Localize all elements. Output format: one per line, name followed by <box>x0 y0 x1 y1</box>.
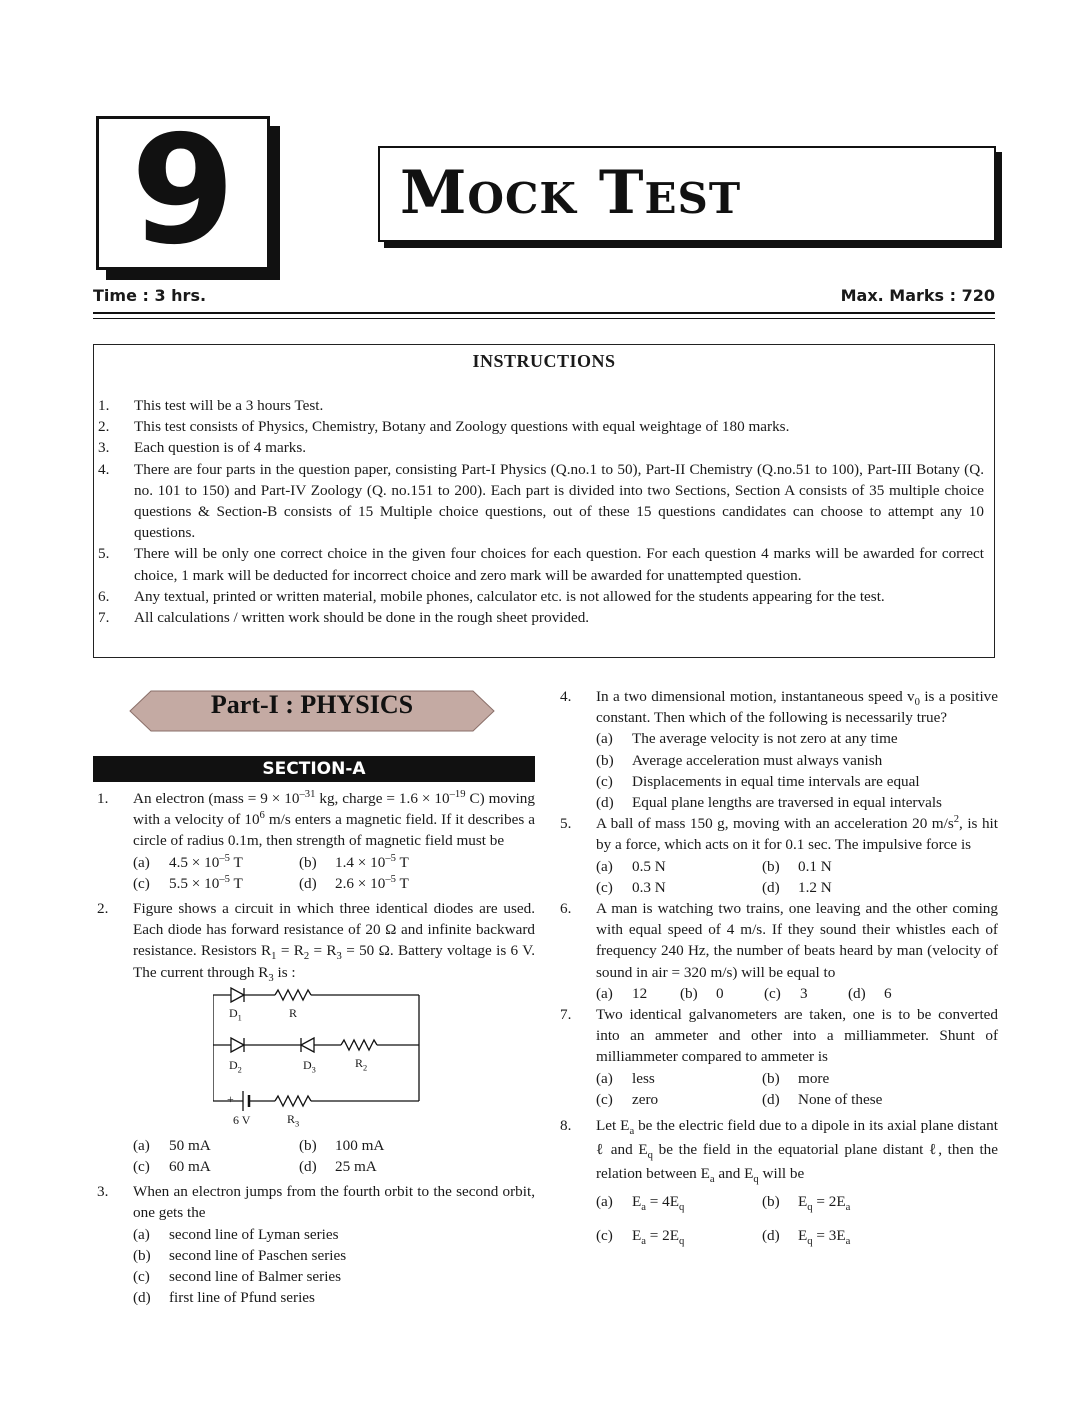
options <box>596 1190 998 1248</box>
option-letter: (b) <box>762 1069 780 1087</box>
text-part: be the electric field due to a dipole in its axial plane distant ℓ and E <box>596 1117 998 1159</box>
option-letter: (a) <box>133 1136 150 1154</box>
text-part: will be <box>758 1165 805 1183</box>
option-value: 0.1 N <box>798 857 832 875</box>
option-value: The average velocity is not zero at any time <box>632 730 898 748</box>
option-value: 3 <box>800 984 808 1002</box>
text-part: Figure shows a circuit in which three identical diodes are used. Each diode has forward resistance of 20 Ω and infinite backward resistance. Resistors R <box>133 900 535 960</box>
instruction-number: 7. <box>98 609 110 627</box>
text-sup: –19 <box>449 788 466 800</box>
option-value: 60 mA <box>169 1158 211 1176</box>
option-c[interactable] <box>596 771 998 792</box>
option-rhs: = 4E <box>646 1193 680 1211</box>
option-unit: T <box>395 853 409 871</box>
question-number: 1. <box>97 790 109 807</box>
option-value: 50 mA <box>169 1136 211 1154</box>
option-value: 4.5 × 10 <box>169 853 220 871</box>
option-value: 1.4 × 10 <box>335 853 386 871</box>
question-3 <box>93 1181 535 1308</box>
option-lhs: E <box>798 1227 808 1245</box>
option-value: 12 <box>632 984 648 1002</box>
option-letter: (b) <box>762 1193 780 1211</box>
option-letter: (c) <box>596 772 613 790</box>
option-value: Equal plane lengths are traversed in equal intervals <box>632 794 942 812</box>
option-value: None of these <box>798 1090 883 1108</box>
option-letter: (d) <box>299 874 317 892</box>
part-title: Part-I : PHYSICS <box>210 690 414 719</box>
option-a[interactable] <box>596 1190 762 1214</box>
text-part: and E <box>714 1165 754 1183</box>
option-a[interactable] <box>596 1068 762 1089</box>
option-d[interactable] <box>299 873 535 894</box>
question-text <box>596 686 998 728</box>
question-2 <box>93 898 535 1177</box>
option-a[interactable] <box>133 1135 299 1156</box>
question-text <box>133 788 535 852</box>
option-value: first line of Pfund series <box>169 1289 315 1307</box>
option-value: zero <box>632 1090 659 1108</box>
option-d[interactable] <box>762 1089 998 1110</box>
option-a[interactable] <box>133 852 299 873</box>
option-b[interactable] <box>299 1135 535 1156</box>
section-title: SECTION-A <box>93 756 535 782</box>
text-part: C) moving with a velocity of 10 <box>133 790 535 829</box>
question-text <box>596 813 998 855</box>
instruction-item <box>98 459 984 544</box>
option-value: second line of Balmer series <box>169 1268 342 1286</box>
question-number: 2. <box>97 900 109 918</box>
option-exp: –5 <box>385 852 396 864</box>
option-value: 0.5 N <box>632 857 666 875</box>
option-sub: a <box>845 1202 851 1214</box>
option-letter: (a) <box>133 1225 150 1243</box>
option-b[interactable] <box>299 852 535 873</box>
instruction-text: There are four parts in the question paper, consisting Part-I Physics (Q.no.1 to 50), Part-II Chemistry (Q.no.51 to 100), Part-III Botany (Q. no. 101 to 150) and Part-IV Zoology (Q. no.151 to 200). Each part is divided into two Sections, Section A consists of 35 multiple choice questions & Section-B consists of 15 Multiple choice questions, out of these 15 questions candidates can choose to attempt any 10 questions. <box>134 460 984 542</box>
option-c[interactable] <box>133 873 299 894</box>
label-battery: 6 V <box>233 1112 251 1127</box>
option-letter: (c) <box>596 878 613 896</box>
instruction-item <box>98 437 984 458</box>
option-value: 2.6 × 10 <box>335 874 386 892</box>
option-sub: a <box>641 1236 646 1248</box>
question-text <box>596 1114 998 1186</box>
text-sub: 3 <box>336 951 342 963</box>
text-part: = 50 Ω. Battery voltage is 6 V. The current through R <box>133 942 536 981</box>
option-sub: q <box>807 1236 813 1248</box>
option-c[interactable] <box>596 1089 762 1110</box>
option-c[interactable] <box>596 877 762 898</box>
option-value: 0 <box>716 984 724 1002</box>
option-value: second line of Lyman series <box>169 1225 339 1243</box>
option-c[interactable] <box>133 1156 299 1177</box>
text-part: kg, charge = 1.6 × 10 <box>315 790 450 807</box>
text-part: Let E <box>596 1117 630 1135</box>
option-letter: (d) <box>762 1090 780 1108</box>
instructions-box <box>93 344 995 658</box>
option-a[interactable] <box>596 856 762 877</box>
text-sup: 2 <box>953 814 960 826</box>
question-text: A man is watching two trains, one leaving and the other coming with equal speed of 4 m/s. If they sound their whistles each of frequency 240 Hz, the number of beats heard by man (velocity of sound in air = 320 m/s) will be equal to <box>596 900 998 981</box>
option-letter: (d) <box>596 794 614 812</box>
option-letter: (b) <box>299 853 317 871</box>
option-value: 1.2 N <box>798 878 832 896</box>
test-number: 9 <box>130 104 236 278</box>
option-lhs: E <box>632 1193 642 1211</box>
instructions-list <box>98 395 984 628</box>
instruction-text: Any textual, printed or written material, mobile phones, calculator etc. is not allowed for the students appearing for the test. <box>134 587 885 605</box>
instruction-item <box>98 543 984 585</box>
text-sub: 2 <box>303 951 310 963</box>
text-part: = R <box>309 942 337 960</box>
header-divider <box>93 312 995 314</box>
part-banner <box>129 690 495 732</box>
question-text: Two identical galvanometers are taken, one is to be converted into an ammeter and other into a milliammeter. Shunt of milliammeter compared to ammeter is <box>596 1006 998 1066</box>
option-a[interactable] <box>596 728 998 749</box>
option-d[interactable] <box>133 1287 535 1308</box>
text-sup: –31 <box>299 788 316 800</box>
text-part: be the field in the equatorial plane distant ℓ, then the relation between E <box>596 1141 999 1183</box>
text-part: = R <box>276 942 304 960</box>
option-b[interactable] <box>680 983 764 1004</box>
option-value: more <box>798 1069 830 1087</box>
label-plus: + <box>227 1091 234 1106</box>
instruction-text: All calculations / written work should be done in the rough sheet provided. <box>134 609 590 627</box>
option-exp: –5 <box>219 873 230 885</box>
option-unit: T <box>229 874 243 892</box>
option-d[interactable] <box>762 877 998 898</box>
option-value: Average acceleration must always vanish <box>632 751 883 769</box>
question-number: 3. <box>97 1183 109 1201</box>
option-b[interactable] <box>133 1245 535 1266</box>
option-letter: (c) <box>596 1090 613 1108</box>
option-exp: –5 <box>385 873 396 885</box>
instruction-item <box>98 607 984 628</box>
option-rhs: = 2E <box>812 1193 846 1211</box>
option-b[interactable] <box>762 1190 998 1214</box>
instruction-item <box>98 395 984 416</box>
option-a[interactable] <box>596 983 680 1004</box>
option-letter: (b) <box>680 984 698 1002</box>
option-letter: (b) <box>299 1136 317 1154</box>
question-text <box>133 898 535 983</box>
text-sub: a <box>709 1174 715 1186</box>
option-letter: (a) <box>596 1069 613 1087</box>
option-unit: T <box>395 874 409 892</box>
instruction-number: 5. <box>98 545 110 563</box>
option-letter: (d) <box>762 878 780 896</box>
instruction-text: There will be only one correct choice in the given four choices for each question. For each question 4 marks will be awarded for correct choice, 1 mark will be deducted for incorrect choice and zero mark will be awarded for unattempted question. <box>134 545 984 584</box>
text-part: A ball of mass 150 g, moving with an acceleration 20 m/s <box>596 815 954 833</box>
test-number-box <box>96 104 270 278</box>
option-letter: (c) <box>133 874 150 892</box>
option-sub: a <box>845 1236 851 1248</box>
option-letter: (a) <box>596 1193 613 1211</box>
option-c[interactable] <box>764 983 848 1004</box>
option-letter: (a) <box>133 853 150 871</box>
instruction-number: 6. <box>98 587 110 605</box>
label-d2: $D_2$ <box>229 1057 242 1075</box>
circuit-diagram <box>213 987 553 1135</box>
option-letter: (d) <box>762 1227 780 1245</box>
instruction-item <box>98 586 984 607</box>
instruction-text: This test consists of Physics, Chemistry, Botany and Zoology questions with equal weightage of 180 marks. <box>134 418 790 436</box>
instructions-title: INSTRUCTIONS <box>472 351 616 371</box>
instruction-number: 1. <box>98 397 110 414</box>
question-8 <box>556 1114 998 1248</box>
instruction-text: Each question is of 4 marks. <box>134 439 307 457</box>
header-divider-thin <box>93 318 995 319</box>
circuit-drawing <box>213 987 553 1135</box>
text-part: m/s enters a magnetic field. If it describes a circle of radius 0.1m, then strength of magnetic field must be <box>133 811 535 850</box>
text-part: is : <box>273 963 296 981</box>
instruction-number: 3. <box>98 439 110 457</box>
option-value: second line of Paschen series <box>169 1246 347 1264</box>
text-sub: q <box>647 1150 653 1162</box>
option-letter: (d) <box>848 984 866 1002</box>
max-marks-label: Max. Marks : 720 <box>840 286 995 305</box>
option-value: 25 mA <box>335 1158 377 1176</box>
text-part: In a two dimensional motion, instantaneous speed v <box>596 688 915 705</box>
text-part: is a positive constant. Then which of the following is necessarily true? <box>596 688 999 727</box>
instruction-number: 4. <box>98 460 110 478</box>
question-6 <box>556 898 998 1004</box>
page-title: Mock Test <box>400 158 742 228</box>
option-lhs: E <box>632 1227 642 1245</box>
option-letter: (d) <box>299 1158 317 1176</box>
options <box>596 983 998 1004</box>
question-number: 8. <box>560 1117 572 1135</box>
option-lhs: E <box>798 1193 808 1211</box>
option-letter: (a) <box>596 984 613 1002</box>
option-value: 5.5 × 10 <box>169 874 220 892</box>
left-column <box>93 690 535 1308</box>
question-text: When an electron jumps from the fourth orbit to the second orbit, one gets the <box>133 1183 535 1222</box>
option-letter: (b) <box>762 857 780 875</box>
text-sub: 1 <box>271 951 277 963</box>
option-letter: (a) <box>596 730 613 748</box>
instruction-item <box>98 416 984 437</box>
text-sub: 3 <box>268 972 274 984</box>
option-sub: q <box>679 1236 685 1248</box>
options <box>133 1135 535 1177</box>
option-c[interactable] <box>596 1224 762 1248</box>
option-letter: (c) <box>133 1158 150 1176</box>
question-5 <box>556 813 998 898</box>
option-letter: (c) <box>133 1268 150 1286</box>
option-c[interactable] <box>133 1266 535 1287</box>
question-number: 6. <box>560 900 572 918</box>
question-number: 5. <box>560 815 572 833</box>
option-sub: q <box>679 1202 685 1214</box>
question-7 <box>556 1004 998 1110</box>
label-r3: $R_3$ <box>287 1111 300 1129</box>
option-value: less <box>632 1069 655 1087</box>
option-d[interactable] <box>596 792 998 813</box>
text-part: An electron (mass = 9 × 10 <box>133 790 300 807</box>
option-sub: q <box>807 1202 813 1214</box>
instruction-text: This test will be a 3 hours Test. <box>134 397 324 414</box>
label-d3: $D_3$ <box>303 1057 316 1075</box>
option-value: 6 <box>884 984 892 1002</box>
question-number: 4. <box>560 688 572 705</box>
text-sub: a <box>629 1126 635 1138</box>
option-rhs: = 3E <box>812 1227 846 1245</box>
text-part: , is hit by a force, which acts on it for 0.1 sec. The impulsive force is <box>596 815 998 854</box>
question-4 <box>556 686 998 813</box>
instruction-number: 2. <box>98 418 110 436</box>
time-label: Time : 3 hrs. <box>93 286 207 305</box>
options <box>596 856 998 898</box>
title-box <box>378 146 996 242</box>
text-sub: q <box>753 1174 759 1186</box>
option-d[interactable] <box>762 1224 998 1248</box>
option-d[interactable] <box>848 983 998 1004</box>
option-rhs: = 2E <box>646 1227 680 1245</box>
option-b[interactable] <box>596 750 998 771</box>
option-value: 100 mA <box>335 1136 385 1154</box>
label-d1: $D_1$ <box>229 1005 242 1023</box>
right-column <box>556 686 998 1248</box>
option-value: 0.3 N <box>632 878 666 896</box>
option-sub: a <box>641 1202 646 1214</box>
question-1 <box>93 788 535 894</box>
option-exp: –5 <box>219 852 230 864</box>
option-letter: (d) <box>133 1289 151 1307</box>
option-letter: (a) <box>596 857 613 875</box>
question-number: 7. <box>560 1006 572 1024</box>
option-b[interactable] <box>762 1068 998 1089</box>
text-sup: 6 <box>259 810 265 822</box>
text-sub: 0 <box>914 697 920 709</box>
options <box>596 1068 998 1110</box>
option-a[interactable] <box>133 1224 535 1245</box>
option-letter: (b) <box>133 1246 151 1264</box>
label-r2: $R_2$ <box>355 1055 368 1073</box>
option-letter: (c) <box>596 1227 613 1245</box>
option-b[interactable] <box>762 856 998 877</box>
option-d[interactable] <box>299 1156 535 1177</box>
option-unit: T <box>229 853 243 871</box>
options <box>133 852 535 894</box>
option-letter: (c) <box>764 984 781 1002</box>
option-letter: (b) <box>596 751 614 769</box>
label-r1: R <box>289 1005 298 1020</box>
option-value: Displacements in equal time intervals are equal <box>632 772 920 790</box>
